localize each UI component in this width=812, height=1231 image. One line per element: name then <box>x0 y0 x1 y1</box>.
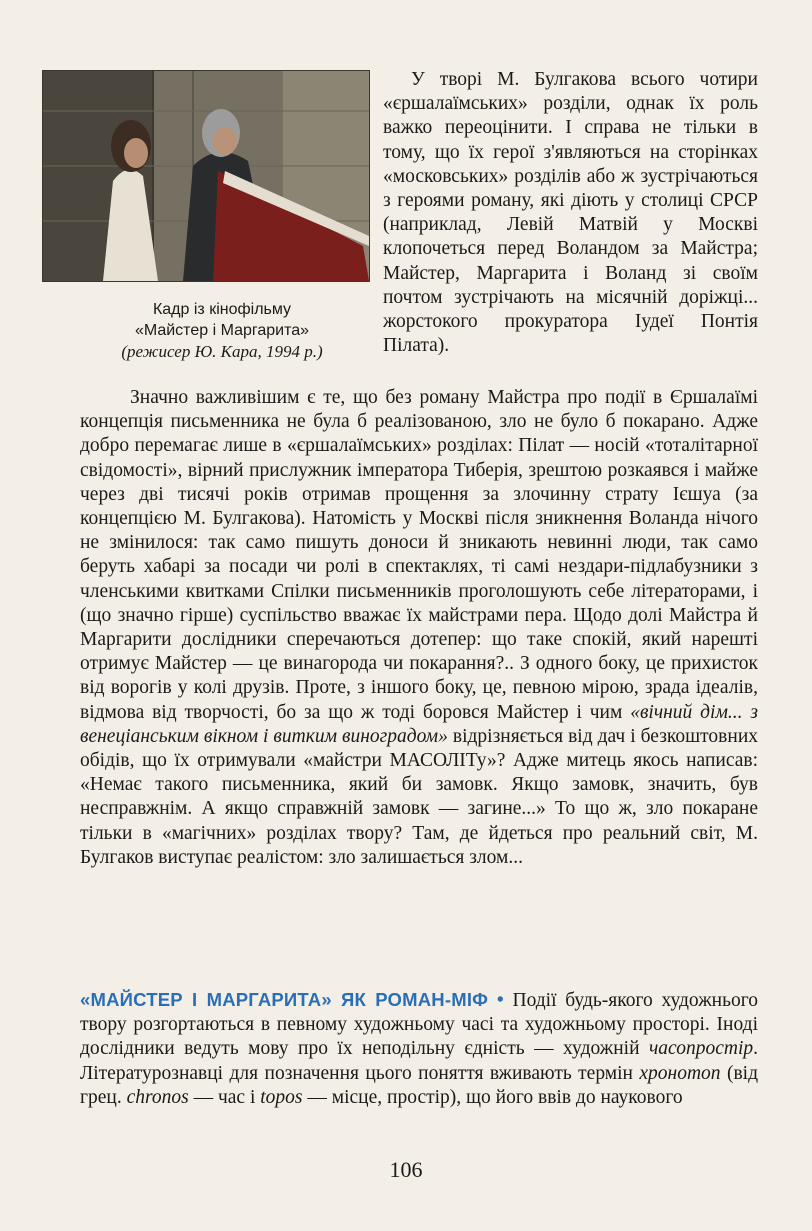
film-still-illustration <box>43 71 369 281</box>
term-topos: topos <box>260 1086 303 1108</box>
term-chronotope: хронотоп <box>639 1062 721 1084</box>
section-text-2: . Літературознавці для позначення цього поняття вживають термін <box>80 1038 758 1084</box>
main-paragraph-part-1: Значно важливішим є те, що без роману Майстра про події в Єршалаїмі концепція письменника не була б реалізованою, зло не було б покарано. Адже добро перемагає лише в «єршалаїмських» розділах: Пілат — носій «тоталітарної свідомості», вірний прислужник імператора Тиберія, зрештою розкаявся і майже через дві тисячі років отримав прощення за злочинну страту Ієшуа (за концепцією М. Булгакова). Натомість у Москві після зникнення Воланда нічого не змінилося: так само пишуть доноси й зникають невинні люди, так само беруть хабарі за посади чи ролі в спектаклях, ті самі нездари-підлабузники з членськими квитками Спілки письменників проголошують себе літераторами, і (що значно гірше) суспільство вважає їх майстрами пера. Щодо долі Майстра й Маргарити дослідники сперечаються дотепер: що таке спокій, який нарешті отримує Майстер — це винагорода чи покарання?.. З одного боку, це прихисток від ворогів у колі друзів. Проте, з іншого боку, це, певною мірою, зрада ідеалів, відмова від творчості, бо за що ж тоді боровся Майстер і чим <box>80 387 758 723</box>
section-paragraph <box>80 988 758 1110</box>
caption-line-1: Кадр із кінофільму <box>152 301 292 318</box>
figure-caption <box>82 299 362 362</box>
main-paragraph-part-2: відрізняється від дач і безкоштовних обідів, що їх отримували «майстри МАСОЛІТу»? Адже митець якось написав: «Немає такого письменника, який би замовк. Якщо замовк, значить, був несправжнім. А якщо справжній замовк — загине...» То що ж, зло покаране тільки в «магічних» розділах твору? Там, де йдеться про реальний світ, М. Булгаков виступає реалістом: зло залишається злом... <box>80 725 759 868</box>
section-text-5: — місце, простір), що його ввів до наукового <box>302 1086 683 1108</box>
main-paragraph <box>80 386 758 870</box>
film-still-figure <box>42 70 370 362</box>
caption-line-3: (режисер Ю. Кара, 1994 р.) <box>121 342 323 361</box>
term-chronos: chronos <box>126 1086 189 1108</box>
intro-paragraph: У творі М. Булгакова всього чотири «єршалаїмських» розділи, однак їх роль важко переоцінити. І справа не тільки в тому, що їх герої з'являються на сторінках «московських» розділів або ж зустрічаються з героями роману, які діють у столиці СРСР (наприклад, Левій Матвій у Москві клопочеться перед Воландом за Майстра; Майстер, Маргарита і Воланд зі своїм почтом зустрічають на місячній доріжці... жорстокого прокуратора Іудеї Понтія Пілата). <box>383 69 758 357</box>
term-chronotope-space: часопростір <box>648 1038 754 1060</box>
film-still-photo <box>42 70 370 282</box>
bullet-icon: • <box>496 990 504 1011</box>
section-text-3: (від грец. <box>80 1062 758 1108</box>
section-heading: «МАЙСТЕР І МАРГАРИТА» ЯК РОМАН-МІФ <box>80 989 489 1010</box>
section-text-1: Події будь-якого художнього твору розгортаються в певному художньому часі та художньому просторі. Іноді дослідники ведуть мову про їх неподільну єдність — художній <box>80 990 759 1060</box>
quote-italic: «вічний дім... з венеціанським вікном і витким виноградом» <box>80 701 758 747</box>
page-number: 106 <box>389 1157 423 1182</box>
section-text-4: — час і <box>188 1086 261 1108</box>
caption-line-2: «Майстер і Маргарита» <box>134 322 310 339</box>
